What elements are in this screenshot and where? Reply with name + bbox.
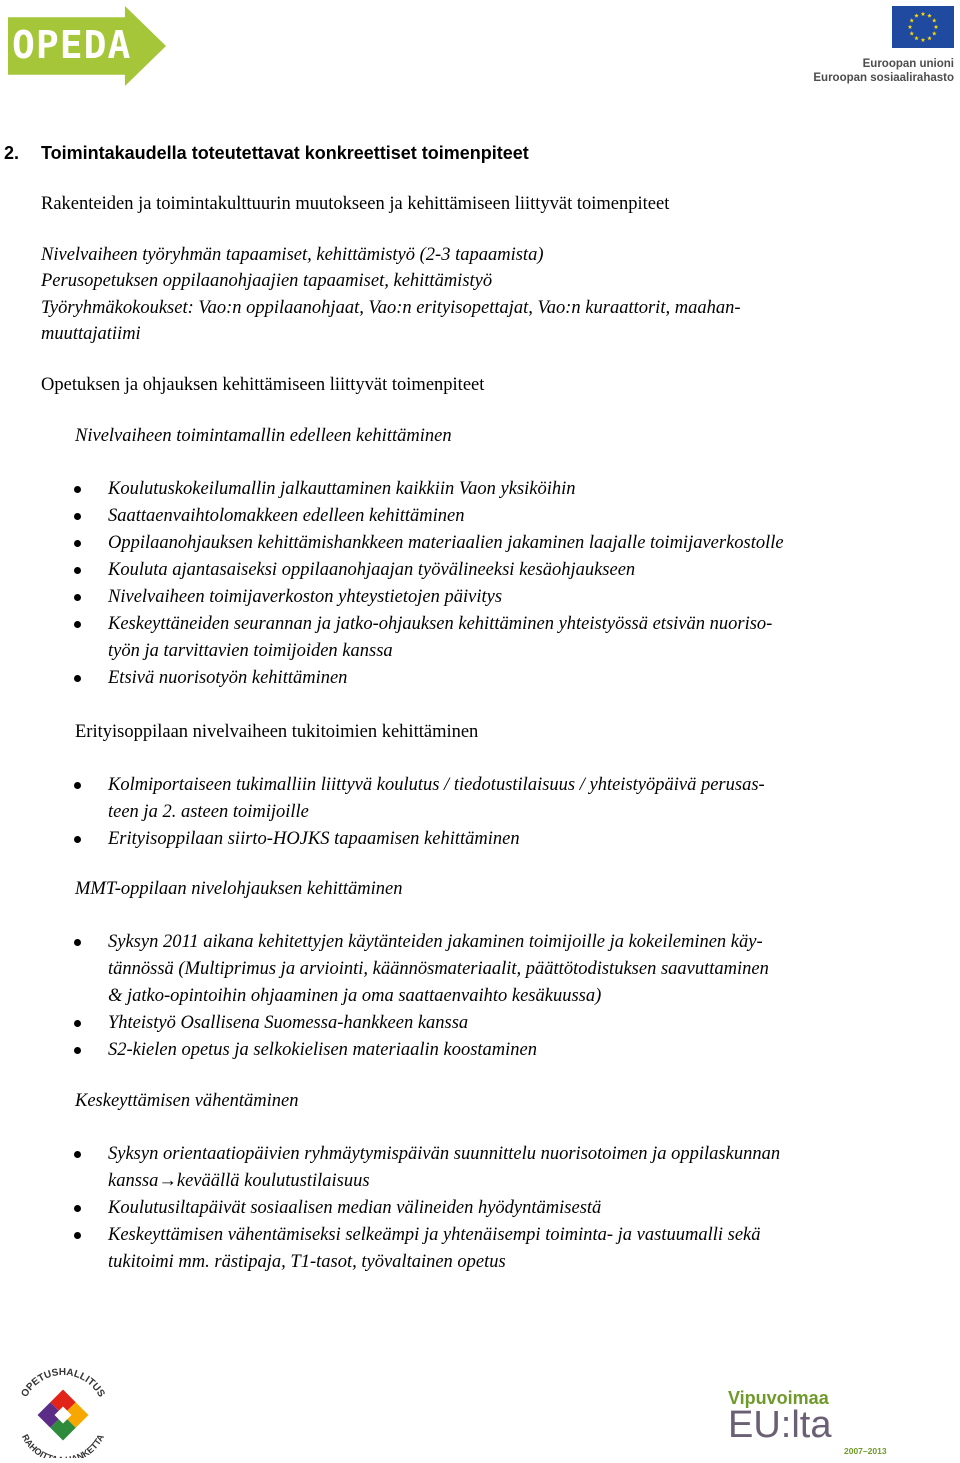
structures-line: Nivelvaiheen työryhmän tapaamiset, kehittämistyö (2-3 tapaamista): [41, 245, 544, 265]
eu-star-icon: [909, 31, 914, 35]
subsection-title: MMT-oppilaan nivelohjauksen kehittäminen: [75, 879, 403, 899]
bullet-item: [68, 1141, 928, 1195]
eu-star-icon: [909, 18, 914, 22]
structures-line: muuttajatiimi: [41, 324, 141, 344]
bullet-list: [68, 929, 928, 1064]
structures-line: Perusopetuksen oppilaanohjaajien tapaamiset, kehittämistyö: [41, 271, 493, 291]
bullet-item: [68, 1195, 928, 1222]
bullet-item: [68, 557, 928, 584]
eu-flag-icon: [892, 6, 954, 48]
bullet-item: [68, 1222, 928, 1276]
subsection-title: Erityisoppilaan nivelvaiheen tukitoimien kehittäminen: [75, 722, 479, 742]
section-number: 2.: [4, 143, 20, 163]
eu-star-icon: [921, 38, 926, 42]
bullet-list: [68, 476, 928, 692]
eu-stars: [892, 6, 954, 48]
bullet-item: [68, 1037, 928, 1064]
bullet-line: työn ja tarvittavien toimijoiden kanssa: [108, 641, 393, 661]
eu-star-icon: [927, 36, 932, 40]
eu-logo: [804, 6, 954, 86]
eu-star-icon: [914, 36, 919, 40]
bullet-line: kanssa→keväällä koulutustilaisuus: [108, 1171, 370, 1191]
vipuvoimaa-eulta-logo: [726, 1388, 906, 1460]
bullet-line: Kouluta ajantasaiseksi oppilaanohjaajan työvälineeksi kesäohjaukseen: [108, 560, 636, 580]
bullet-item: [68, 665, 928, 692]
bullet-line: Yhteistyö Osallisena Suomessa-hankkeen kanssa: [108, 1013, 469, 1033]
section-title: Toimintakaudella toteutettavat konkreettiset toimenpiteet: [41, 143, 529, 163]
bullet-item: [68, 826, 928, 853]
bullet-list: [68, 772, 928, 853]
bullet-item: [68, 772, 928, 826]
eu-union-label: Euroopan unioni: [862, 58, 954, 70]
eu-social-fund-label: Euroopan sosiaalirahasto: [813, 72, 954, 84]
eu-star-icon: [921, 12, 926, 16]
bullet-item: [68, 530, 928, 557]
bullet-line: Syksyn 2011 aikana kehitettyjen käytänteiden jakaminen toimijoille ja kokeileminen käy-: [108, 932, 763, 952]
subsection-title: Keskeyttämisen vähentäminen: [75, 1091, 299, 1111]
bullet-line: Saattaenvaihtolomakkeen edelleen kehittäminen: [108, 506, 465, 526]
bullet-item: [68, 503, 928, 530]
bullet-line: Koulutuskokeilumallin jalkauttaminen kaikkiin Vaon yksiköihin: [108, 479, 576, 499]
teaching-heading: Opetuksen ja ohjauksen kehittämiseen liittyvät toimenpiteet: [41, 375, 485, 395]
bullet-line: Erityisoppilaan siirto-HOJKS tapaamisen kehittäminen: [108, 829, 520, 849]
eulta-text: EU:lta: [728, 1404, 832, 1446]
bullet-line: & jatko-opintoihin ohjaaminen ja oma saattaenvaihto kesäkuussa): [108, 986, 602, 1006]
bullet-line: Etsivä nuorisotyön kehittäminen: [108, 668, 348, 688]
structures-line: Työryhmäkokoukset: Vao:n oppilaanohjaat, Vao:n erityisopettajat, Vao:n kuraattorit, maahan-: [41, 298, 741, 318]
bullet-item: [68, 1010, 928, 1037]
structures-heading: Rakenteiden ja toimintakulttuurin muutokseen ja kehittämiseen liittyvät toimenpiteet: [41, 194, 670, 214]
eu-star-icon: [908, 25, 913, 29]
bullet-line: Syksyn orientaatiopäivien ryhmäytymispäivän suunnittelu nuorisotoimen ja oppilaskunnan: [108, 1144, 781, 1164]
subsection-title: Nivelvaiheen toimintamallin edelleen kehittäminen: [75, 426, 452, 446]
bullet-line: tukitoimi mm. rästipaja, T1-tasot, työvaltainen opetus: [108, 1252, 506, 1272]
bullet-line: Nivelvaiheen toimijaverkoston yhteystietojen päivitys: [108, 587, 503, 607]
bullet-line: S2-kielen opetus ja selkokielisen materiaalin koostaminen: [108, 1040, 537, 1060]
bullet-line: Koulutusiltapäivät sosiaalisen median välineiden hyödyntämisestä: [108, 1198, 602, 1218]
eu-star-icon: [914, 13, 919, 17]
oph-ring-top-text: OPETUSHALLITUS: [19, 1366, 107, 1400]
bullet-line: Keskeyttämisen vähentämiseksi selkeämpi ja yhtenäisempi toiminta- ja vastuumalli sekä: [108, 1225, 761, 1245]
eu-star-icon: [927, 13, 932, 17]
eu-star-icon: [932, 18, 937, 22]
eu-star-icon: [932, 31, 937, 35]
bullet-line: tännössä (Multiprimus ja arviointi, käännösmateriaalit, päättötodistuksen saavuttaminen: [108, 959, 769, 979]
vipu-years-text: 2007–2013: [844, 1446, 887, 1456]
opeda-logo-text: OPEDA: [12, 23, 132, 67]
oph-ring-bottom-text: RAHOITT NKETTA: [20, 1432, 106, 1458]
bullet-item: [68, 476, 928, 503]
bullet-list: [68, 1141, 928, 1276]
bullet-item: [68, 929, 928, 1010]
bullet-line: Kolmiportaiseen tukimalliin liittyvä koulutus / tiedotustilaisuus / yhteistyöpäivä perusas-: [108, 775, 765, 795]
bullet-item: [68, 611, 928, 665]
bullet-line: teen ja 2. asteen toimijoille: [108, 802, 309, 822]
opeda-logo: [8, 6, 166, 86]
eu-star-icon: [934, 25, 939, 29]
opetushallitus-logo: [8, 1358, 118, 1458]
vipuvoimaa-text: Vipuvoimaa: [728, 1388, 829, 1408]
bullet-line: Keskeyttäneiden seurannan ja jatko-ohjauksen kehittäminen yhteistyössä etsivän nuoriso-: [108, 614, 773, 634]
bullet-item: [68, 584, 928, 611]
oph-emblem-icon: [8, 1358, 118, 1458]
bullet-line: Oppilaanohjauksen kehittämishankkeen materiaalien jakaminen laajalle toimijaverkostolle: [108, 533, 784, 553]
